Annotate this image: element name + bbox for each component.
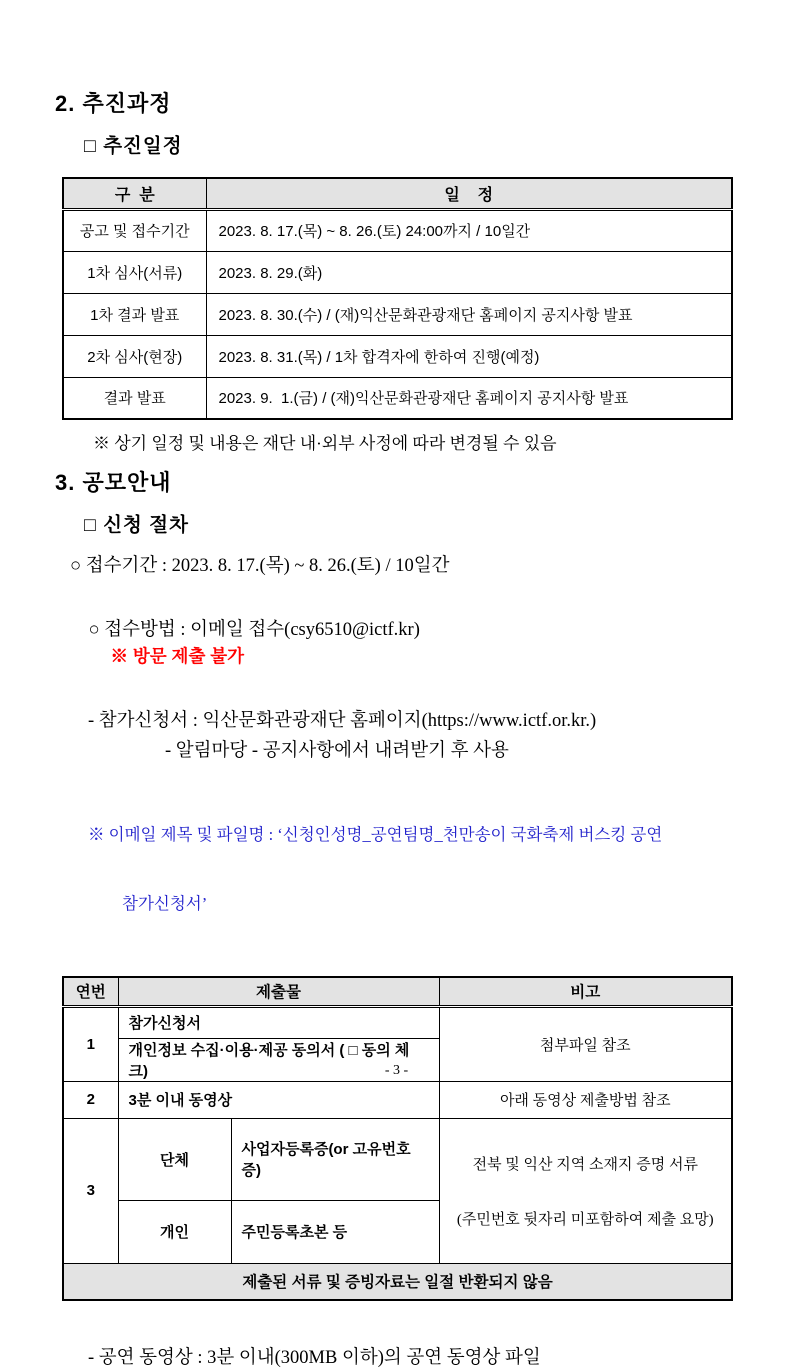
submission-row2-note: 아래 동영상 제출방법 참조	[439, 1081, 732, 1118]
table-row	[63, 377, 732, 419]
schedule-col-category: 구 분	[63, 178, 206, 209]
no-return-notice: 제출된 서류 및 증빙자료는 일절 반환되지 않음	[63, 1263, 732, 1300]
table-row	[63, 1006, 732, 1038]
video-file-note: - 공연 동영상 : 3분 이내(300MB 이하)의 공연 동영상 파일	[88, 1348, 541, 1368]
submission-row1-item-b: 개인정보 수집·이용·제공 동의서 ( □ 동의 체크)	[118, 1038, 439, 1081]
application-form-line: - 참가신청서 : 익산문화관광재단 홈페이지(https://www.ictf.or.kr.)	[88, 711, 597, 731]
submission-col-note: 비고	[439, 977, 732, 1006]
submission-row3-note	[439, 1118, 732, 1263]
schedule-category-cell: 1차 결과 발표	[63, 293, 206, 335]
submission-row3-number: 3	[63, 1118, 118, 1263]
submission-footer-row	[63, 1263, 732, 1300]
submission-row3-note-line1: 전북 및 익산 지역 소재지 증명 서류	[472, 1156, 698, 1173]
table-row	[63, 335, 732, 377]
submission-row3-item-b: 주민등록초본 등	[231, 1200, 439, 1263]
email-filename-note-line1: ※ 이메일 제목 및 파일명 : ‘신청인성명_공연팀명_천만송이 국화축제 버스킹 공연	[88, 825, 663, 844]
schedule-category-cell: 2차 심사(현장)	[63, 335, 206, 377]
no-visit-warning: ※ 방문 제출 불가	[110, 646, 245, 666]
submission-row3-type-b: 개인	[118, 1200, 231, 1263]
submission-row3-type-a: 단체	[118, 1118, 231, 1200]
schedule-subheading: □ 추진일정	[84, 135, 183, 157]
schedule-category-cell: 1차 심사(서류)	[63, 251, 206, 293]
submission-row2-number: 2	[63, 1081, 118, 1118]
schedule-date-cell: 2023. 8. 30.(수) / (재)익산문화관광재단 홈페이지 공지사항 발표	[206, 293, 732, 335]
submission-row3-note-line2: (주민번호 뒷자리 미포함하여 제출 요망)	[456, 1211, 714, 1228]
application-procedure-subheading: □ 신청 절차	[84, 514, 189, 536]
submission-row1-number: 1	[63, 1006, 118, 1081]
schedule-header-row	[63, 178, 732, 209]
schedule-category-cell: 결과 발표	[63, 377, 206, 419]
application-method-line	[55, 591, 731, 696]
schedule-date-cell: 2023. 8. 29.(화)	[206, 251, 732, 293]
submission-table	[62, 976, 733, 1301]
email-filename-note-line2: 참가신청서’	[122, 894, 208, 913]
table-row	[63, 209, 732, 251]
section-2-heading: 2. 추진과정	[55, 91, 172, 116]
submission-row2-item: 3분 이내 동영상	[118, 1081, 439, 1118]
application-form-download-line: - 알림마당 - 공지사항에서 내려받기 후 사용	[165, 741, 509, 761]
schedule-category-cell: 공고 및 접수기간	[63, 209, 206, 251]
email-filename-note	[55, 777, 731, 961]
page-number: - 3 -	[384, 1063, 409, 1078]
table-row	[63, 1118, 732, 1200]
table-row	[63, 293, 732, 335]
submission-header-row	[63, 977, 732, 1006]
schedule-table	[62, 177, 733, 420]
schedule-date-cell: 2023. 8. 31.(목) / 1차 합격자에 한하여 진행(예정)	[206, 335, 732, 377]
section-3-heading: 3. 공모안내	[55, 470, 172, 495]
table-row	[63, 1081, 732, 1118]
application-method-text: ○ 접수방법 : 이메일 접수(csy6510@ictf.kr)	[88, 620, 420, 640]
submission-col-item: 제출물	[118, 977, 439, 1006]
schedule-col-date: 일 정	[206, 178, 732, 209]
submission-col-no: 연번	[63, 977, 118, 1006]
submission-row3-item-a: 사업자등록증(or 고유번호증)	[231, 1118, 439, 1200]
table-row	[63, 251, 732, 293]
submission-row1-item-a: 참가신청서	[118, 1006, 439, 1038]
schedule-change-note: ※ 상기 일정 및 내용은 재단 내·외부 사정에 따라 변경될 수 있음	[93, 434, 557, 453]
schedule-date-cell: 2023. 8. 17.(목) ~ 8. 26.(토) 24:00까지 / 10일간	[206, 209, 732, 251]
submission-row1-note: 첨부파일 참조	[439, 1006, 732, 1081]
application-period-line: ○ 접수기간 : 2023. 8. 17.(목) ~ 8. 26.(토) / 10일간	[70, 556, 450, 576]
schedule-date-cell: 2023. 9. 1.(금) / (재)익산문화관광재단 홈페이지 공지사항 발표	[206, 377, 732, 419]
